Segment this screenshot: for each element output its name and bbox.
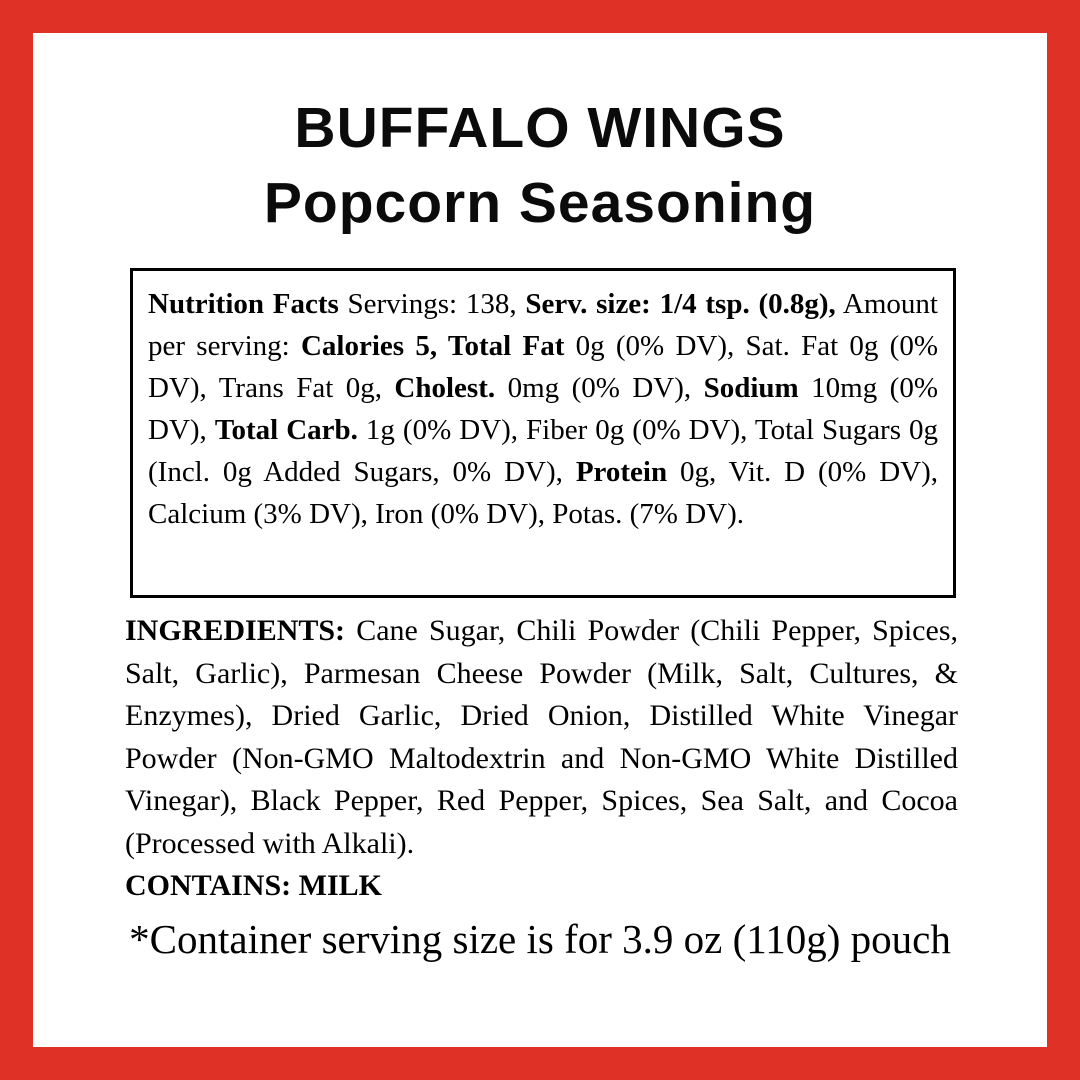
nutrition-facts-text: Nutrition Facts Servings: 138, Serv. size: 1/4 tsp. (0.8g), Amount per serving: Calories 5, Total Fat 0g (0% DV), Sat. Fat 0g (0% DV), Trans Fat 0g, Cholest. 0mg (0% DV), Sodium 10mg (0% DV), Total Carb. 1g (0% DV), Fiber 0g (0% DV), Total Sugars 0g (Incl. 0g Added Sugars, 0% DV), Protein 0g, Vit. D (0% DV), Calcium (3% DV), Iron (0% DV), Potas. (7% DV). bbox=[148, 288, 939, 530]
ingredients-section bbox=[125, 610, 958, 908]
container-serving-footnote: *Container serving size is for 3.9 oz (110g) pouch bbox=[129, 916, 951, 962]
product-title-line1: BUFFALO WINGS bbox=[294, 96, 786, 160]
allergen-contains-statement: CONTAINS: MILK bbox=[125, 869, 382, 902]
label-page bbox=[33, 33, 1047, 1047]
product-title-line2: Popcorn Seasoning bbox=[263, 171, 817, 235]
nutrition-facts-box bbox=[130, 268, 956, 598]
ingredients-text: INGREDIENTS: Cane Sugar, Chili Powder (Chili Pepper, Spices, Salt, Garlic), Parmesan Cheese Powder (Milk, Salt, Cultures, & Enzymes), Dried Garlic, Dried Onion, Distilled White Vinegar Powder (Non-GMO Maltodextrin and Non-GMO White Distilled Vinegar), Black Pepper, Red Pepper, Spices, Sea Salt, and Cocoa (Processed with Alkali). bbox=[125, 614, 958, 860]
product-title bbox=[33, 91, 1047, 241]
